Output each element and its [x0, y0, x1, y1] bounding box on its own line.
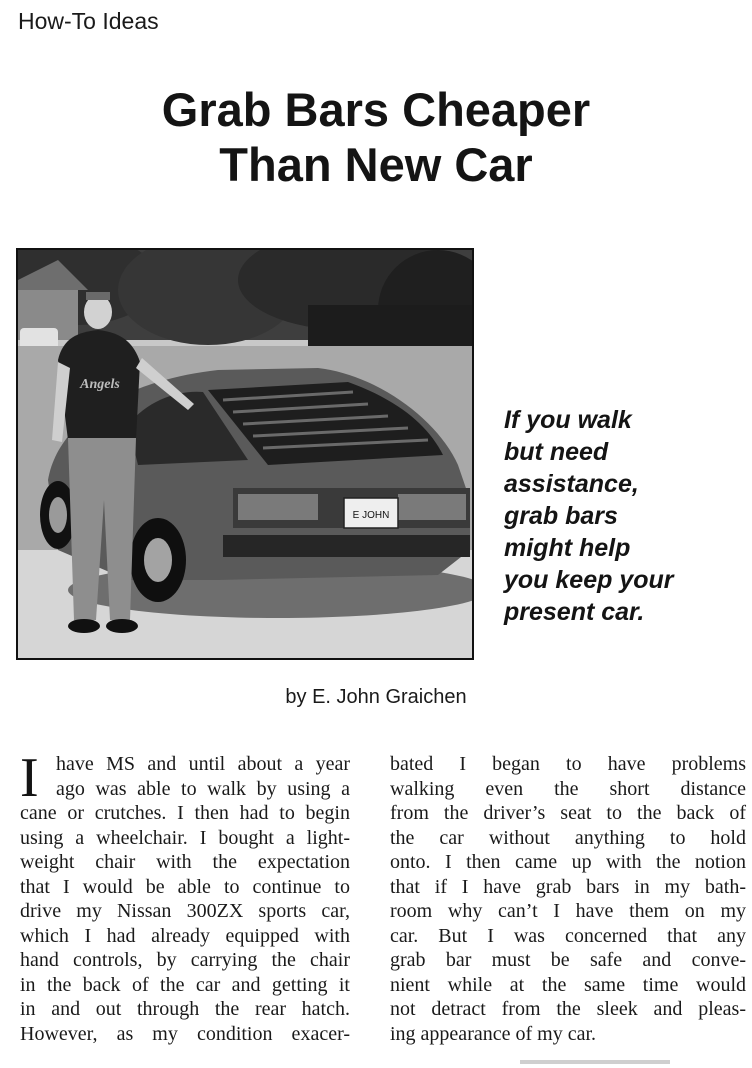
article-line: that I would be able to continue to — [20, 875, 350, 898]
article-photo — [16, 248, 474, 660]
article-line: nient while at the same time would — [390, 973, 746, 996]
pull-quote-line: grab bars — [504, 502, 618, 530]
photo-illustration — [18, 250, 472, 658]
article-column-right — [390, 752, 746, 1046]
drop-cap: I — [20, 747, 39, 809]
article-line: bated I began to have problems — [390, 753, 746, 775]
pull-quote-line: might help — [504, 534, 631, 562]
pull-quote-line: but need — [504, 438, 609, 466]
section-label: How-To Ideas — [18, 8, 159, 34]
article-line: hand controls, by carrying the chair — [20, 949, 350, 971]
article-line: car. But I was concerned that any — [390, 924, 746, 947]
pull-quote-line: present car. — [504, 598, 645, 626]
headline — [0, 82, 752, 192]
article-line: which I had already equipped with — [20, 924, 350, 947]
article-line: not detract from the sleek and pleas- — [390, 998, 746, 1020]
pull-quote-line: assistance, — [504, 470, 639, 498]
article-line: in the back of the car and getting it — [20, 973, 350, 996]
headline-line-2: Than New Car — [219, 138, 533, 191]
headline-line-1: Grab Bars Cheaper — [161, 83, 591, 136]
pull-quote — [504, 404, 734, 628]
license-plate-text: E JOHN — [352, 510, 390, 521]
article-line: ing appearance of my car. — [390, 1022, 597, 1045]
article-line: using a wheelchair. I bought a light- — [20, 826, 350, 849]
article-line: ago was able to walk by using a — [56, 777, 350, 800]
footer-divider — [520, 1060, 670, 1064]
pull-quote-line: If you walk — [504, 406, 632, 434]
article-column-left — [20, 747, 350, 1046]
pull-quote-line: you keep your — [504, 566, 674, 594]
article-line: weight chair with the expectation — [20, 851, 350, 873]
article-line: that if I have grab bars in my bath- — [390, 875, 746, 898]
article-line: from the driver’s seat to the back of — [390, 802, 746, 824]
article-line: However, as my condition exacer- — [20, 1022, 350, 1045]
article-line: drive my Nissan 300ZX sports car, — [20, 900, 350, 922]
article-line: the car without anything to hold — [390, 826, 746, 849]
article-line: walking even the short distance — [390, 777, 746, 800]
article-line: grab bar must be safe and conve- — [390, 949, 746, 971]
article-line: have MS and until about a year — [56, 753, 350, 775]
article-line: onto. I then came up with the notion — [390, 851, 746, 873]
shirt-lettering: Angels — [80, 377, 120, 392]
article-line: in and out through the rear hatch. — [20, 998, 350, 1020]
article-line: cane or crutches. I then had to begin — [20, 802, 350, 824]
byline: by E. John Graichen — [285, 686, 467, 708]
article-line: room why can’t I have them on my — [390, 900, 746, 922]
